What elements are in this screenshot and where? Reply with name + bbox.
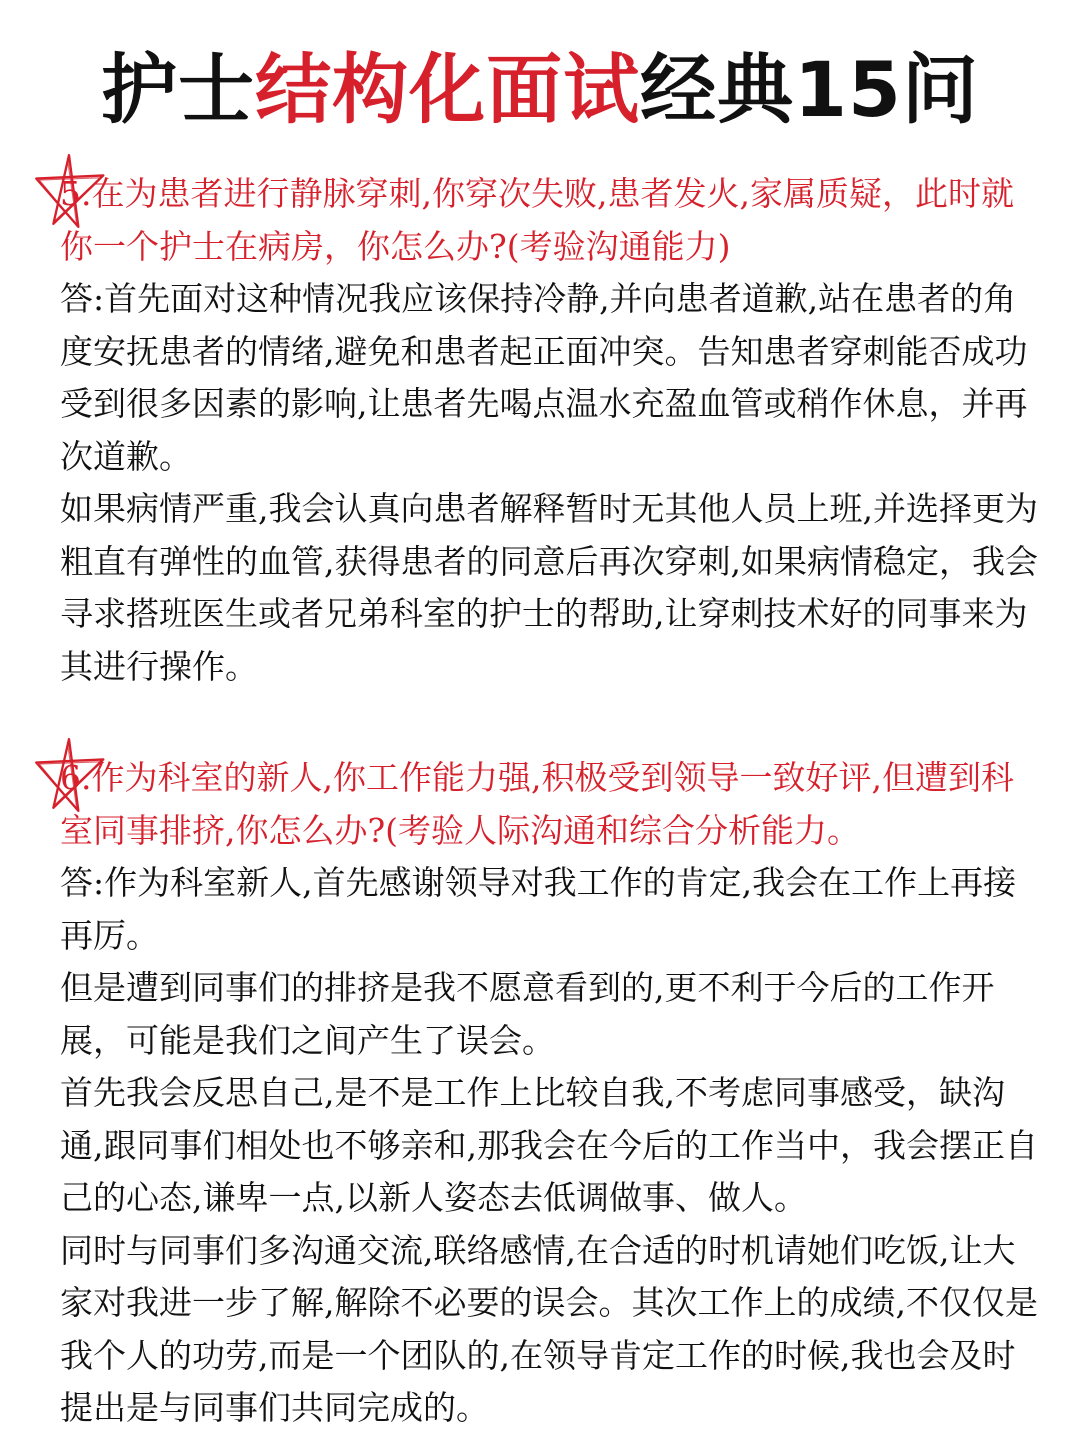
title-part-1: 护士 — [101, 45, 256, 134]
answer-paragraph: 同时与同事们多沟通交流,联络感情,在合适的时机请她们吃饭,让大家对我进一步了解,解除不必要的误会。其次工作上的成绩,不仅仅是我个人的功劳,而是一个团队的,在领导肯定工作的时候,我也会及时提出是与同事们共同完成的。 — [60, 1230, 1038, 1427]
answer-paragraph: 首先我会反思自己,是不是工作上比较自我,不考虑同事感受，缺沟通,跟同事们相处也不够亲和,那我会在今后的工作当中，我会摆正自己的心态,谦卑一点,以新人姿态去低调做事、做人。 — [60, 1073, 1038, 1217]
answer-paragraph: 答:首先面对这种情况我应该保持冷静,并向患者道歉,站在患者的角度安抚患者的情绪,避免和患者起正面冲突。告知患者穿刺能否成功受到很多因素的影响,让患者先喝点温水充盈血管或稍作休息，并再次道歉。 — [60, 279, 1028, 476]
answer-block — [60, 273, 1040, 693]
question-text — [60, 752, 1040, 857]
answer-paragraph: 但是遭到同事们的排挤是我不愿意看到的,更不利于今后的工作开展，可能是我们之间产生了误会。 — [60, 968, 995, 1060]
answer-paragraph: 如果病情严重,我会认真向患者解释暂时无其他人员上班,并选择更为粗直有弹性的血管,获得患者的同意后再次穿刺,如果病情稳定，我会寻求搭班医生或者兄弟科室的护士的帮助,让穿刺技术好的同事来为其进行操作。 — [60, 489, 1038, 686]
answer-block — [60, 857, 1040, 1435]
question-text — [60, 168, 1040, 273]
question-body: 在为患者进行静脉穿刺,你穿次失败,患者发火,家属质疑，此时就你一个护士在病房，你怎么办?(考验沟通能力) — [60, 174, 1014, 266]
question-section-5 — [60, 168, 1040, 693]
question-number: 5. — [60, 174, 92, 213]
page-title — [0, 40, 1080, 140]
title-part-3: 经典15问 — [640, 45, 979, 134]
question-section-6 — [60, 752, 1040, 1435]
answer-paragraph: 答:作为科室新人,首先感谢领导对我工作的肯定,我会在工作上再接再厉。 — [60, 863, 1017, 955]
question-body: 作为科室的新人,你工作能力强,积极受到领导一致好评,但遭到科室同事排挤,你怎么办?(考验人际沟通和综合分析能力。 — [60, 758, 1014, 850]
title-part-2: 结构化面试 — [255, 45, 641, 134]
question-number: 6. — [60, 758, 92, 797]
